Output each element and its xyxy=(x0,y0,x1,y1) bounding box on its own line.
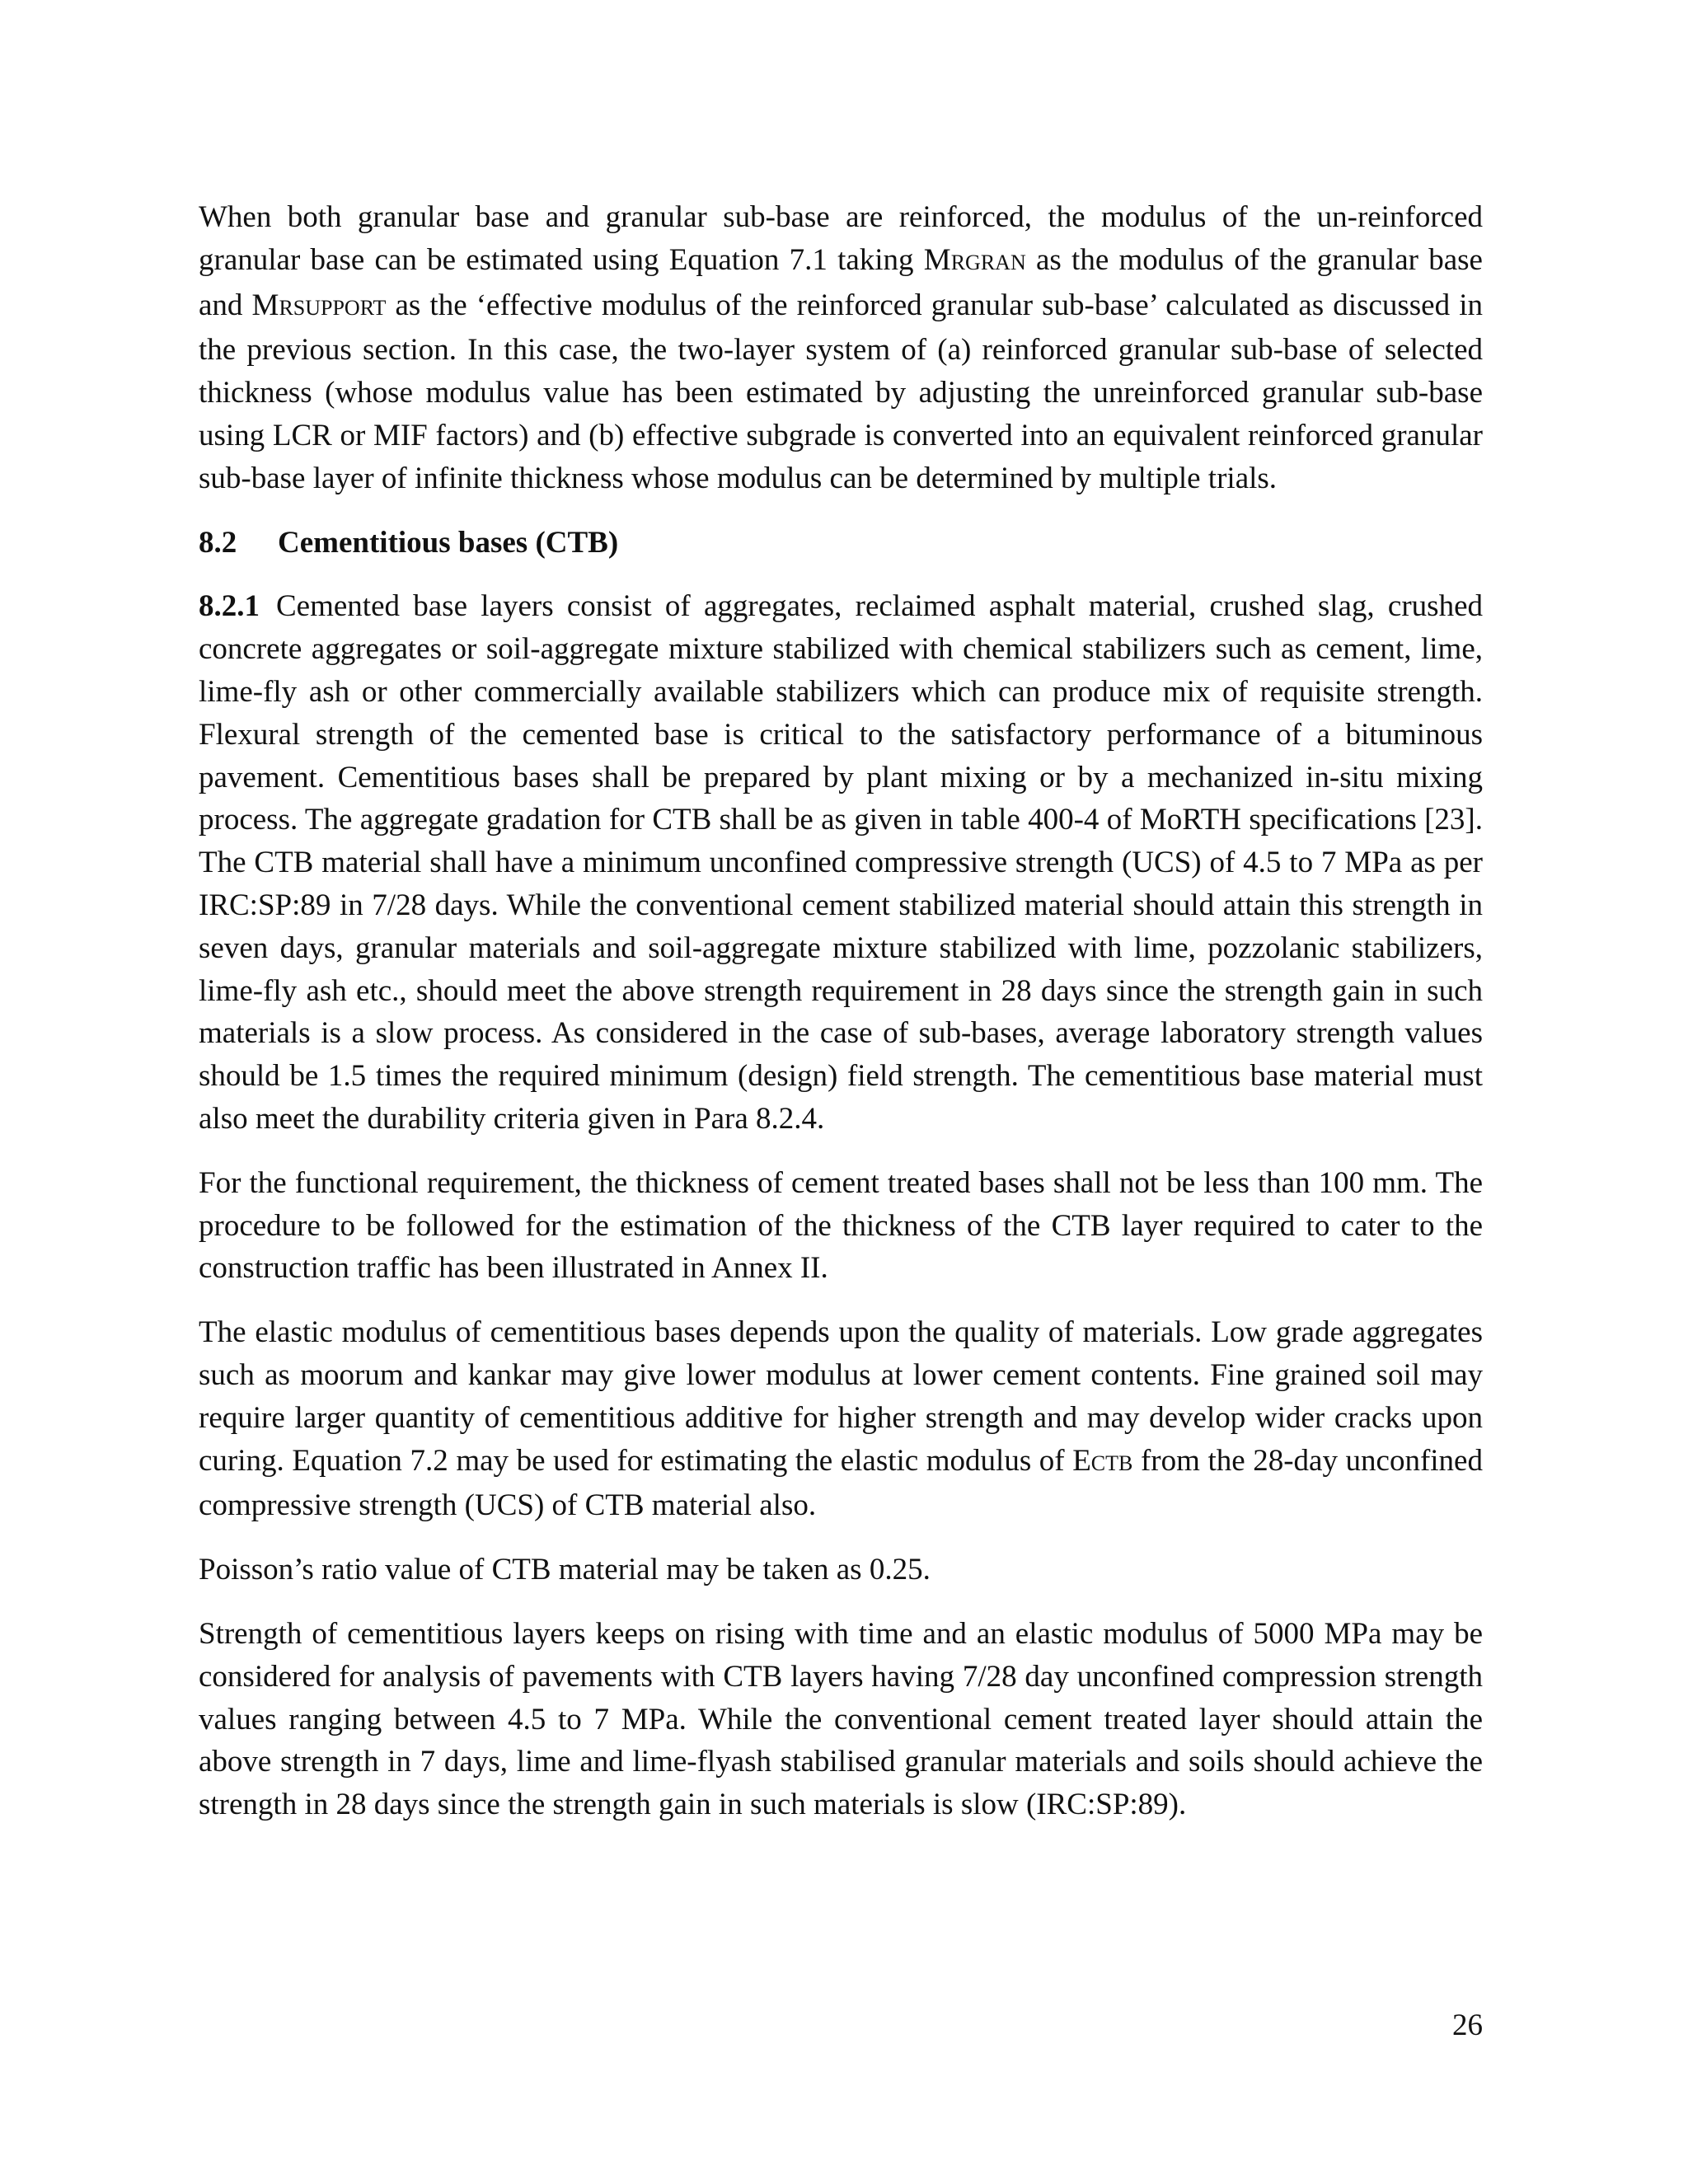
paragraph-reinforced-granular-base: When both granular base and granular sub-base are reinforced, the modulus of the un-reinforced granular base can be estimated using Equation 7.1 taking MRGRAN as the modulus of the granular base and MRSUPPORT as the ‘effective modulus of the reinforced granular sub-base’ calculated as discussed in the previous section. In this case, the two-layer system of (a) reinforced granular sub-base of selected thickness (whose modulus value has been estimated by adjusting the unreinforced granular sub-base using LCR or MIF factors) and (b) effective subgrade is converted into an equivalent reinforced granular sub-base layer of infinite thickness whose modulus can be determined by multiple trials. xyxy=(199,200,1483,495)
subscript-ctb: CTB xyxy=(1090,1451,1133,1475)
document-body xyxy=(199,196,1483,1848)
subscript-rsupport: RSUPPORT xyxy=(279,295,387,320)
section-number: 8.2 xyxy=(199,525,237,560)
subscript-rgran: RGRAN xyxy=(950,250,1026,274)
paragraph-strength-over-time: Strength of cementitious layers keeps on rising with time and an elastic modulus of 5000 MPa may be considered for analysis of pavements with CTB layers having 7/28 day unconfined compression strength values ranging between 4.5 to 7 MPa. While the conventional cement treated layer should attain the above strength in 7 days, lime and lime-flyash stabilised granular materials and soils should achieve the strength in 28 days since the strength gain in such materials is slow (IRC:SP:89). xyxy=(199,1616,1483,1822)
paragraph-poisson-ratio: Poisson’s ratio value of CTB material may be taken as 0.25. xyxy=(199,1553,931,1587)
page-number: 26 xyxy=(1452,2008,1483,2042)
section-heading xyxy=(199,522,1483,565)
paragraph-number: 8.2.1 xyxy=(199,589,260,624)
section-title: Cementitious bases (CTB) xyxy=(278,525,619,560)
paragraph-functional-requirement: For the functional requirement, the thickness of cement treated bases shall not be less than 100 mm. The procedure to be followed for the estimation of the thickness of the CTB layer required to cater to the construction traffic has been illustrated in Annex II. xyxy=(199,1165,1483,1286)
paragraph-8-2-1: 8.2.1 Cemented base layers consist of aggregates, reclaimed asphalt material, crushed slag, crushed concrete aggregates or soil-aggregate mixture stabilized with chemical stabilizers such as cement, lime, lime-fly ash or other commercially available stabilizers which can produce mix of requisite strength. Flexural strength of the cemented base is critical to the satisfactory performance of a bituminous pavement. Cementitious bases shall be prepared by plant mixing or by a mechanized in-situ mixing process. The aggregate gradation for CTB shall be as given in table 400-4 of MoRTH specifications [23]. The CTB material shall have a minimum unconfined compressive strength (UCS) of 4.5 to 7 MPa as per IRC:SP:89 in 7/28 days. While the conventional cement stabilized material should attain this strength in seven days, granular materials and soil-aggregate mixture stabilized with lime, pozzolanic stabilizers, lime-fly ash etc., should meet the above strength requirement in 28 days since the strength gain in such materials is a slow process. As considered in the case of sub-bases, average laboratory strength values should be 1.5 times the required minimum (design) field strength. The cementitious base material must also meet the durability criteria given in Para 8.2.4. xyxy=(199,589,1483,1136)
paragraph-elastic-modulus: The elastic modulus of cementitious bases depends upon the quality of materials. Low grade aggregates such as moorum and kankar may give lower modulus at lower cement contents. Fine grained soil may require larger quantity of cementitious additive for higher strength and may develop wider cracks upon curing. Equation 7.2 may be used for estimating the elastic modulus of ECTB from the 28-day unconfined compressive strength (UCS) of CTB material also. xyxy=(199,1315,1483,1523)
